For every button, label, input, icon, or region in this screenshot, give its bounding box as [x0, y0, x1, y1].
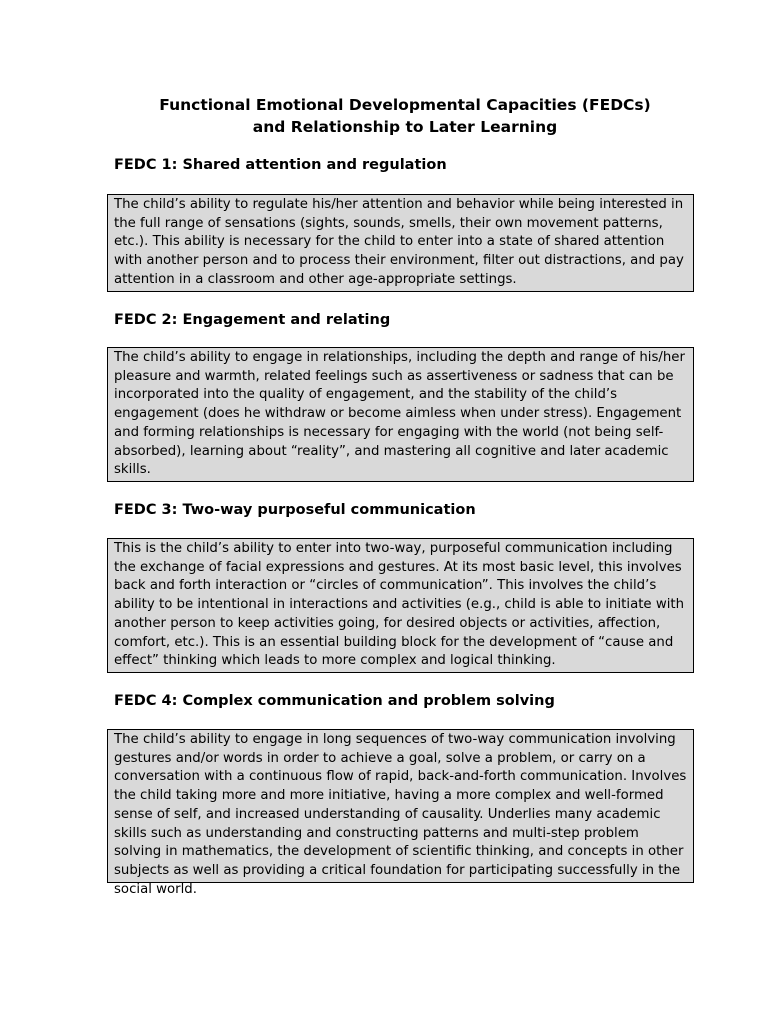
section-heading-fedc-1: FEDC 1: Shared attention and regulation: [114, 157, 447, 173]
section-heading-fedc-3: FEDC 3: Two-way purposeful communication: [114, 502, 476, 518]
document-title: [0, 94, 768, 138]
section-heading-fedc-2: FEDC 2: Engagement and relating: [114, 312, 391, 328]
section-box-fedc-3: [107, 538, 694, 673]
section-box-fedc-2: [107, 347, 694, 482]
document-title-line-2: and Relationship to Later Learning: [252, 118, 558, 136]
section-heading-fedc-4: FEDC 4: Complex communication and problem solving: [114, 693, 555, 709]
section-body-fedc-4: The child’s ability to engage in long sequences of two-way communication involving gestures and/or words in order to achieve a goal, solve a problem, or carry on a conversation with a continuous flow of rapid, back-and-forth communication. Involves the child taking more and more initiative, having a more complex and well-formed sense of self, and increased understanding of causality. Underlies many academic skills such as understanding and constructing patterns and multi-step problem solving in mathematics, the development of scientific thinking, and concepts in other subjects as well as providing a critical foundation for participating successfully in the social world.: [114, 732, 687, 897]
section-body-fedc-3: This is the child’s ability to enter into two-way, purposeful communication including the exchange of facial expressions and gestures. At its most basic level, this involves back and forth interaction or “circles of communication”. This involves the child’s ability to be intentional in interactions and activities (e.g., child is able to initiate with another person to keep activities going, for desired objects or activities, affection, comfort, etc.). This is an essential building block for the development of “cause and effect” thinking which leads to more complex and logical thinking.: [114, 541, 685, 669]
section-box-fedc-1: [107, 194, 694, 292]
section-body-fedc-2: The child’s ability to engage in relationships, including the depth and range of his/her pleasure and warmth, related feelings such as assertiveness or sadness that can be incorporated into the quality of engagement, and the stability of the child’s engagement (does he withdraw or become aimless when under stress). Engagement and forming relationships is necessary for engaging with the world (not being self-absorbed), learning about “reality”, and mastering all cognitive and later academic skills.: [114, 350, 685, 478]
document-title-line-1: Functional Emotional Developmental Capacities (FEDCs): [159, 96, 651, 114]
section-body-fedc-1: The child’s ability to regulate his/her attention and behavior while being interested in the full range of sensations (sights, sounds, smells, their own movement patterns, etc.). This ability is necessary for the child to enter into a state of shared attention with another person and to process their environment, filter out distractions, and pay attention in a classroom and other age-appropriate settings.: [114, 197, 684, 287]
section-box-fedc-4: [107, 729, 694, 897]
